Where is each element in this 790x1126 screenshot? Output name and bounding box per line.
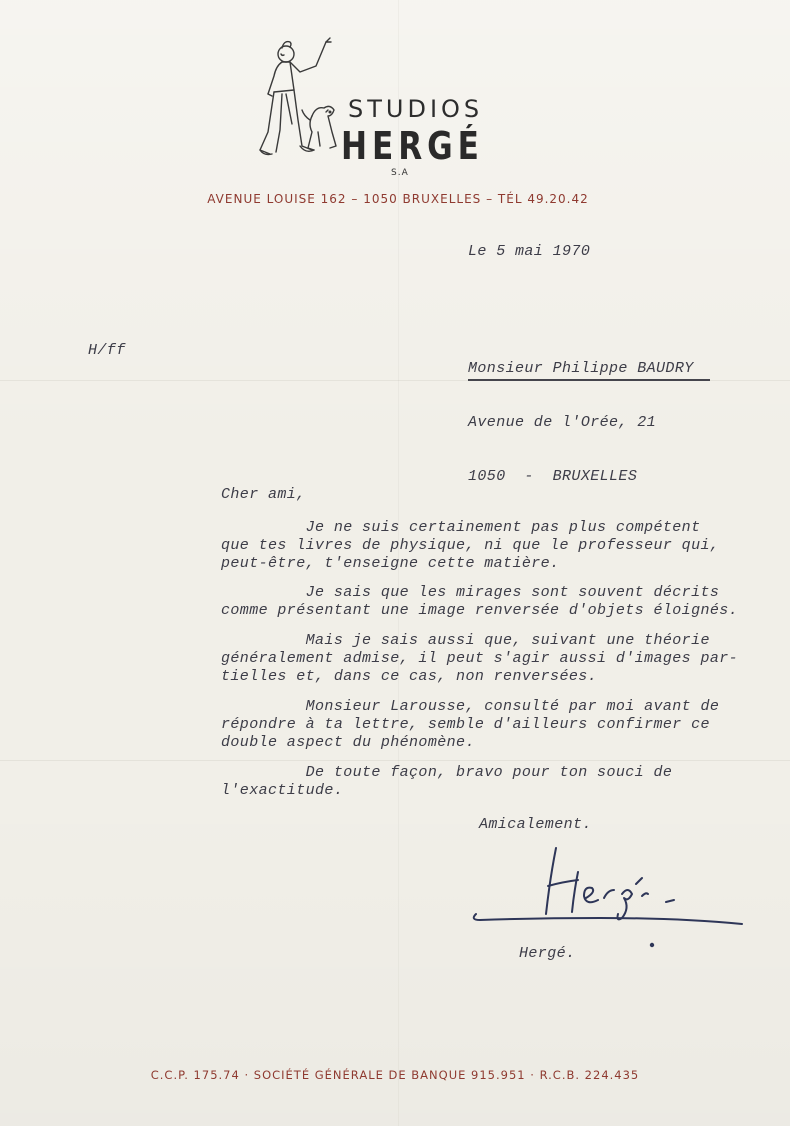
studios-wordmark: STUDIOS: [348, 95, 484, 123]
paper-fold-line: [0, 760, 790, 761]
recipient-address: [468, 324, 694, 522]
tintin-milou-logo-icon: [252, 34, 342, 174]
recipient-street: Avenue de l'Orée, 21: [468, 414, 657, 431]
footer-bank-line: C.C.P. 175.74 · SOCIÉTÉ GÉNÉRALE DE BANQUE 915.951 · R.C.B. 224.435: [150, 1068, 640, 1082]
body-paragraph: Je sais que les mirages sont souvent décrits comme présentant une image renversée d'objets éloignés.: [221, 584, 739, 619]
recipient-underline: [468, 379, 710, 381]
recipient-name: Monsieur Philippe BAUDRY: [468, 360, 694, 377]
body-paragraph: Je ne suis certainement pas plus compétent que tes livres de physique, ni que le professeur qui, peut-être, t'enseigne cette matière.: [221, 519, 720, 572]
handwritten-signature: [466, 842, 746, 952]
recipient-city: 1050 - BRUXELLES: [468, 468, 638, 485]
reference-code: H/ff: [88, 342, 126, 359]
closing: Amicalement.: [479, 816, 592, 833]
letter-date: Le 5 mai 1970: [468, 243, 591, 260]
body-paragraph: De toute façon, bravo pour ton souci de l'exactitude.: [221, 764, 673, 799]
body-paragraph: Monsieur Larousse, consulté par moi avant de répondre à ta lettre, semble d'ailleurs confirmer ce double aspect du phénomène.: [221, 698, 720, 751]
typed-signature: Hergé.: [519, 945, 576, 962]
letterhead-address: AVENUE LOUISE 162 – 1050 BRUXELLES – TÉL 49.20.42: [207, 192, 589, 206]
salutation: Cher ami,: [221, 486, 306, 503]
herge-wordmark: HERGÉ: [341, 124, 484, 168]
company-type: S.A: [391, 168, 409, 178]
body-paragraph: Mais je sais aussi que, suivant une théorie généralement admise, il peut s'agir aussi d'images par- tielles et, dans ce cas, non renversées.: [221, 632, 739, 685]
